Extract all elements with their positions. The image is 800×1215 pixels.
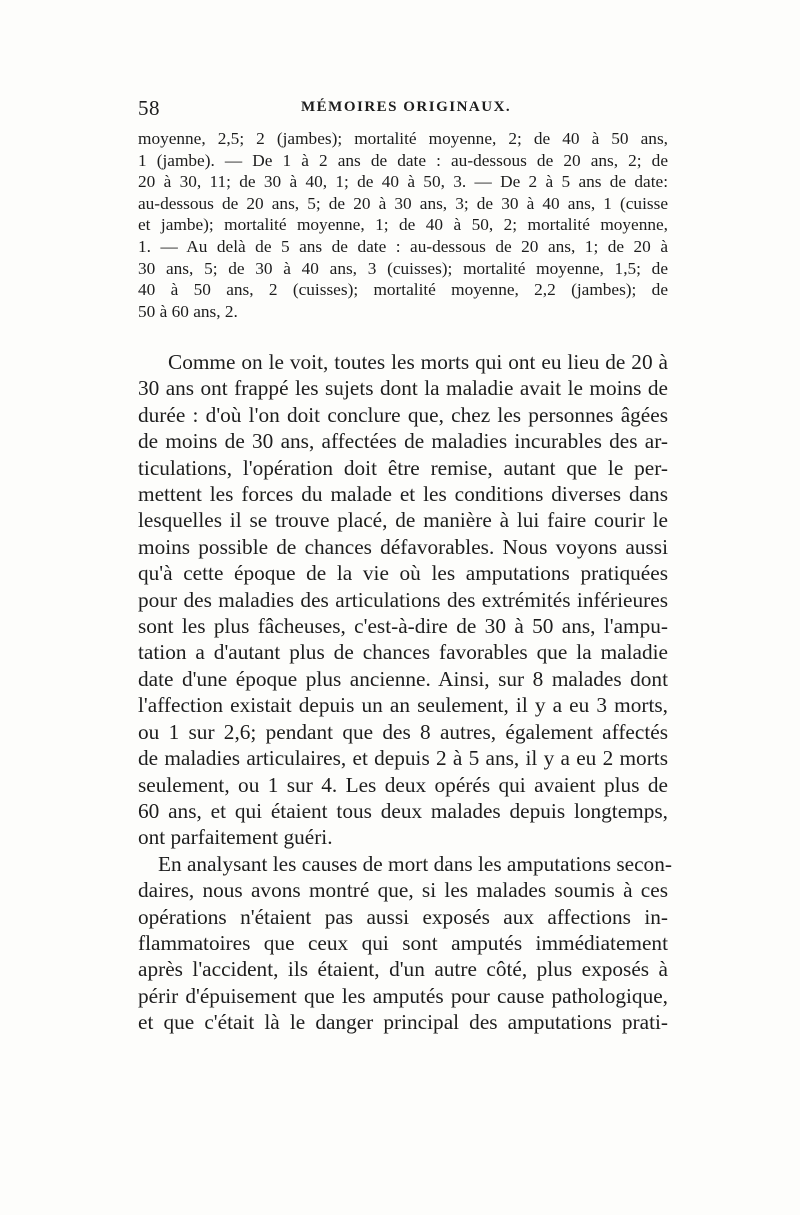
text-line: lesquelles il se trouve placé, de manière à lui faire courir le: [138, 508, 668, 533]
text-line: 40 à 50 ans, 2 (cuisses); mortalité moyenne, 2,2 (jambes); de: [138, 280, 668, 300]
text-line: ou 1 sur 2,6; pendant que des 8 autres, également affectés: [138, 719, 668, 744]
text-line: daires, nous avons montré que, si les malades soumis à ces: [138, 878, 668, 903]
text-line: l'affection existait depuis un an seulement, il y a eu 3 morts,: [138, 693, 668, 718]
text-line: 20 à 30, 11; de 30 à 40, 1; de 40 à 50, 3. — De 2 à 5 ans de date:: [138, 172, 668, 192]
text-line: 60 ans, et qui étaient tous deux malades depuis longtemps,: [138, 798, 668, 823]
text-line: mettent les forces du malade et les conditions diverses dans: [138, 482, 668, 507]
text-line: pour des maladies des articulations des extrémités inférieures: [138, 587, 668, 612]
text-line: flammatoires que ceux qui sont amputés immédiatement: [138, 930, 668, 955]
text-line: date d'une époque plus ancienne. Ainsi, sur 8 malades dont: [138, 666, 668, 691]
page-header: [138, 96, 668, 124]
text-line: 50 à 60 ans, 2.: [138, 301, 238, 321]
text-line: de maladies articulaires, et depuis 2 à 5 ans, il y a eu 2 morts: [138, 746, 668, 771]
text-line: seulement, ou 1 sur 4. Les deux opérés qui avaient plus de: [138, 772, 668, 797]
text-line: et jambe); mortalité moyenne, 1; de 40 à 50, 2; mortalité moyenne,: [138, 215, 668, 235]
text-line: de moins de 30 ans, affectées de maladies incurables des ar-: [138, 429, 668, 454]
text-line: durée : d'où l'on doit conclure que, chez les personnes âgées: [138, 402, 668, 427]
text-line: Comme on le voit, toutes les morts qui ont eu lieu de 20 à: [168, 350, 668, 374]
text-line: En analysant les causes de mort dans les amputations secon-: [158, 851, 672, 876]
text-line: et que c'était là le danger principal des amputations prati-: [138, 1010, 668, 1035]
text-line: opérations n'étaient pas aussi exposés aux affections in-: [138, 904, 668, 929]
statistics-paragraph: [138, 128, 668, 322]
text-line: tation a d'autant plus de chances favorables que la maladie: [138, 640, 668, 665]
text-line: moins possible de chances défavorables. Nous voyons aussi: [138, 534, 668, 559]
text-line: 1 (jambe). — De 1 à 2 ans de date : au-dessous de 20 ans, 2; de: [138, 150, 668, 170]
paragraph-conclusion: [138, 349, 668, 851]
text-line: périr d'épuisement que les amputés pour cause pathologique,: [138, 983, 668, 1008]
text-line: moyenne, 2,5; 2 (jambes); mortalité moyenne, 2; de 40 à 50 ans,: [138, 129, 668, 148]
text-line: 30 ans ont frappé les sujets dont la maladie avait le moins de: [138, 376, 668, 401]
text-line: ticulations, l'opération doit être remise, autant que le per-: [138, 455, 668, 480]
paragraph-causes: [138, 851, 672, 1036]
body-text: [138, 349, 672, 1036]
text-line: au-dessous de 20 ans, 5; de 20 à 30 ans, 3; de 30 à 40 ans, 1 (cuisse: [138, 193, 668, 213]
text-line: ont parfaitement guéri.: [138, 825, 333, 850]
running-title: MÉMOIRES ORIGINAUX.: [301, 99, 512, 115]
text-line: sont les plus fâcheuses, c'est-à-dire de 30 à 50 ans, l'ampu-: [138, 614, 668, 639]
text-line: 30 ans, 5; de 30 à 40 ans, 3 (cuisses); mortalité moyenne, 1,5; de: [138, 258, 668, 278]
text-line: après l'accident, ils étaient, d'un autre côté, plus exposés à: [138, 957, 668, 982]
text-line: 1. — Au delà de 5 ans de date : au-dessous de 20 ans, 1; de 20 à: [138, 236, 668, 256]
text-line: qu'à cette époque de la vie où les amputations pratiquées: [138, 561, 668, 586]
page-number: 58: [138, 96, 160, 120]
